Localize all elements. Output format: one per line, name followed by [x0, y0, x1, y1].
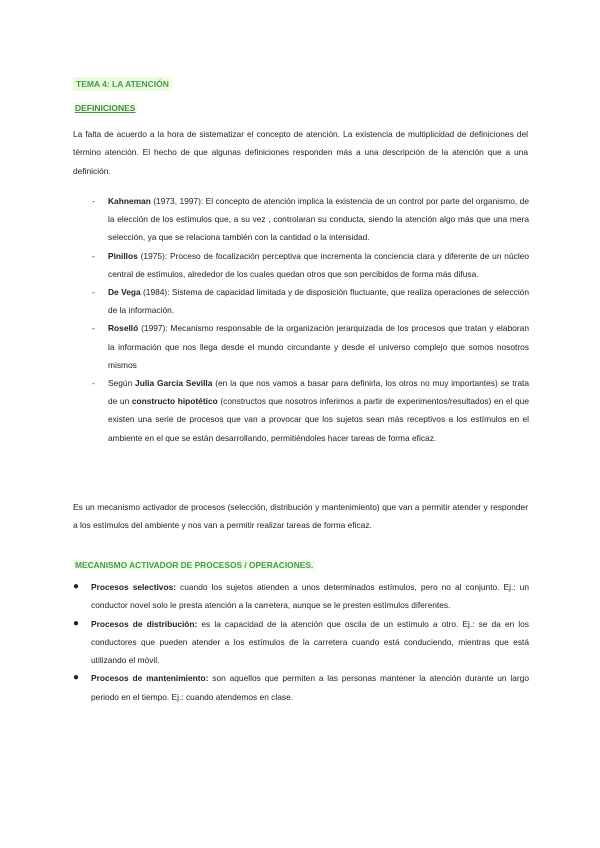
definition-text: (1997): Mecanismo responsable de la organización jerarquizada de los procesos que tratan y elaboran la información que nos llega desde el mundo circundante y desde el universo complejo que somos nosotros mismos: [108, 323, 529, 370]
definition-item: [92, 374, 529, 447]
definiciones-heading: DEFINICIONES: [75, 103, 136, 113]
definition-bold-term: constructo hipotético: [131, 396, 218, 407]
definition-item: [92, 283, 529, 319]
definition-prefix: Según: [108, 378, 136, 389]
procesos-list: [73, 578, 529, 706]
definitions-list: [92, 192, 529, 447]
bullet-marker: ●: [73, 617, 80, 629]
proceso-text: son aquellos que permiten a las personas mantener la atención durante un largo periodo en el tiempo. Ej.: cuando atendemos en clase.: [91, 673, 529, 702]
proceso-item: [73, 578, 529, 615]
definition-author: Kahneman: [108, 196, 151, 206]
dash-marker: -: [92, 378, 95, 389]
proceso-item: [73, 669, 529, 706]
proceso-label: Procesos de mantenimiento:: [91, 673, 209, 684]
definition-text: (en la que nos vamos a basar para definirla, los otros no muy importantes) se trata de un: [108, 378, 529, 407]
definition-item: [92, 192, 529, 247]
mecanismo-heading: MECANISMO ACTIVADOR DE PROCESOS / OPERACIONES.: [75, 560, 314, 570]
proceso-text: cuando los sujetos atienden a unos determinados estímulos, pero no al conjunto. Ej.: un conductor novel solo le presta atención a la carretera, aunque se le presten estímulos diferentes.: [91, 582, 529, 611]
proceso-text: es la capacidad de la atención que oscila de un estímulo a otro. Ej.: se da en los conductores que pueden atender a los estímulos de la carretera cuando está conduciendo, mientras que está utilizando el móvil.: [91, 618, 529, 666]
proceso-item: [73, 615, 529, 670]
dash-marker: -: [92, 196, 95, 206]
definition-item: [92, 319, 529, 374]
definition-author: Pinillos: [108, 250, 138, 261]
dash-marker: -: [92, 287, 95, 298]
definition-item: [92, 247, 529, 283]
definition-text: (1984): Sistema de capacidad limitada y de disposición fluctuante, que realiza operaciones de selección de la información.: [108, 287, 530, 316]
bullet-marker: ●: [73, 672, 80, 684]
bullet-marker: ●: [73, 581, 80, 592]
definition-text: (1975): Proceso de focalización perceptiva que incrementa la conciencia clara y diferente de un núcleo central de estímulos, alrededor de los cuales quedan otros que son percibidos de forma más difusa.: [108, 250, 529, 279]
dash-marker: -: [92, 250, 95, 261]
proceso-label: Procesos selectivos:: [91, 582, 177, 592]
definition-author: De Vega: [108, 287, 141, 298]
page-title: TEMA 4: LA ATENCIÓN: [73, 77, 172, 91]
definition-author: Julia García Sevilla: [135, 378, 213, 389]
dash-marker: -: [92, 323, 95, 334]
definition-text: (1973, 1997): El concepto de atención implica la existencia de un control por parte del organismo, de la elección de los estímulos que, a su vez , controlaran su conducta, siendo la atención algo más que una mera selección, ya que se relaciona también con la cantidad o la intensidad.: [108, 196, 529, 243]
proceso-label: Procesos de distribución:: [91, 618, 198, 629]
summary-paragraph: Es un mecanismo activador de procesos (selección, distribución y mantenimiento) que van a permitir atender y responder a los estímulos del ambiente y nos van a permitir realizar tareas de forma eficaz.: [73, 502, 528, 531]
definition-text-continued: (constructos que nosotros inferimos a partir de experimentos/resultados) en el que existen una serie de procesos que van a provocar que los sujetos sean más receptivos a los estímulos en el ambiente en el que se están desarrollando, permitiéndoles hacer tareas de forma eficaz.: [108, 396, 529, 443]
definition-author: Roselló: [108, 323, 139, 334]
intro-paragraph: La falta de acuerdo a la hora de sistematizar el concepto de atención. La existencia de multiplicidad de definiciones del término atención. El hecho de que algunas definiciones responden más a una descripción de la atención que a una definición.: [73, 129, 528, 176]
